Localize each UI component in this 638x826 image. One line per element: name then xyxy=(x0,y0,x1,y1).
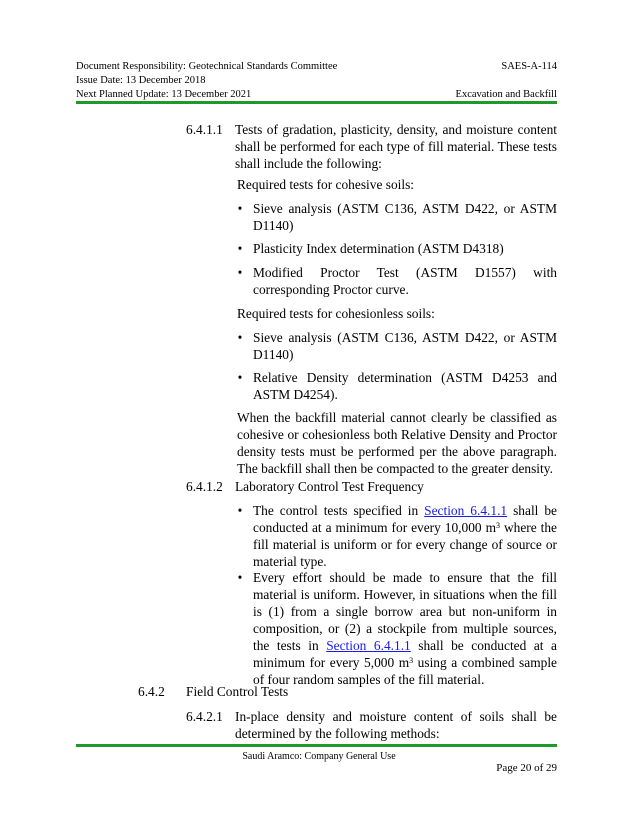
text-run: using a combined sample of four random samples of the fill material. xyxy=(253,655,557,687)
list-item: Sieve analysis (ASTM C136, ASTM D422, or ASTM D1140) xyxy=(253,330,557,362)
text-run: shall be conducted at a minimum for every 5,000 m xyxy=(253,638,557,670)
list-item: Modified Proctor Test (ASTM D1557) with corresponding Proctor curve. xyxy=(253,265,557,297)
superscript: 3 xyxy=(496,521,500,530)
section-number: 6.4.2 xyxy=(138,684,165,699)
text-run: shall be conducted at a minimum for every 10,000 m xyxy=(253,503,557,535)
bullet-marker: • xyxy=(237,241,243,256)
bullet-marker: • xyxy=(237,265,243,280)
footer-rule xyxy=(76,744,557,747)
page-number: Page 20 of 29 xyxy=(496,762,557,774)
list-item xyxy=(253,502,557,570)
list-item: Relative Density determination (ASTM D4253 and ASTM D4254). xyxy=(253,370,557,402)
text-run: The control tests specified in xyxy=(253,503,425,518)
text-run: Every effort should be made to ensure that the fill material is uniform. However, in situations when the fill is (1) from a single borrow area but non-uniform in composition, or (2) a stockpile from multiple sources, the tests in xyxy=(253,570,557,653)
doc-responsibility: Document Responsibility: Geotechnical Standards Committee xyxy=(76,61,338,72)
superscript: 3 xyxy=(409,656,414,665)
list-item: Sieve analysis (ASTM C136, ASTM D422, or ASTM D1140) xyxy=(253,201,557,233)
cohesive-intro: Required tests for cohesive soils: xyxy=(237,177,415,192)
bullet-marker: • xyxy=(237,370,243,385)
section-heading: Laboratory Control Test Frequency xyxy=(235,479,424,494)
section-number: 6.4.1.2 xyxy=(186,479,223,494)
list-item: Plasticity Index determination (ASTM D4318) xyxy=(253,241,504,256)
text-run: where the fill material is uniform or for every change of source or material type. xyxy=(253,520,557,569)
section-link[interactable]: Section 6.4.1.1 xyxy=(424,503,508,518)
cohesionless-intro: Required tests for cohesionless soils: xyxy=(237,306,435,321)
bullet-marker: • xyxy=(237,570,243,585)
section-paragraph: Tests of gradation, plasticity, density, and moisture content shall be performed for each type of fill material. These tests shall include the following: xyxy=(235,122,557,171)
closing-paragraph: When the backfill material cannot clearly be classified as cohesive or cohesionless both Relative Density and Proctor density tests must be performed per the above paragraph. The backfill shall then be compacted to the greater density. xyxy=(237,410,557,476)
issue-date: Issue Date: 13 December 2018 xyxy=(76,75,206,86)
list-item xyxy=(253,569,557,688)
section-title: Excavation and Backfill xyxy=(455,89,557,100)
section-number: 6.4.1.1 xyxy=(186,122,223,137)
bullet-marker: • xyxy=(237,503,243,518)
section-paragraph: In-place density and moisture content of soils shall be determined by the following methods: xyxy=(235,709,557,741)
classification-label: Saudi Aramco: Company General Use xyxy=(242,751,396,762)
bullet-marker: • xyxy=(237,330,243,345)
section-heading: Field Control Tests xyxy=(186,684,289,699)
page-header xyxy=(76,60,557,102)
header-rule xyxy=(76,101,557,104)
section-number: 6.4.2.1 xyxy=(186,709,223,724)
doc-id: SAES-A-114 xyxy=(501,61,557,72)
bullet-marker: • xyxy=(237,201,243,216)
section-link[interactable]: Section 6.4.1.1 xyxy=(326,638,411,653)
next-update: Next Planned Update: 13 December 2021 xyxy=(76,89,252,100)
